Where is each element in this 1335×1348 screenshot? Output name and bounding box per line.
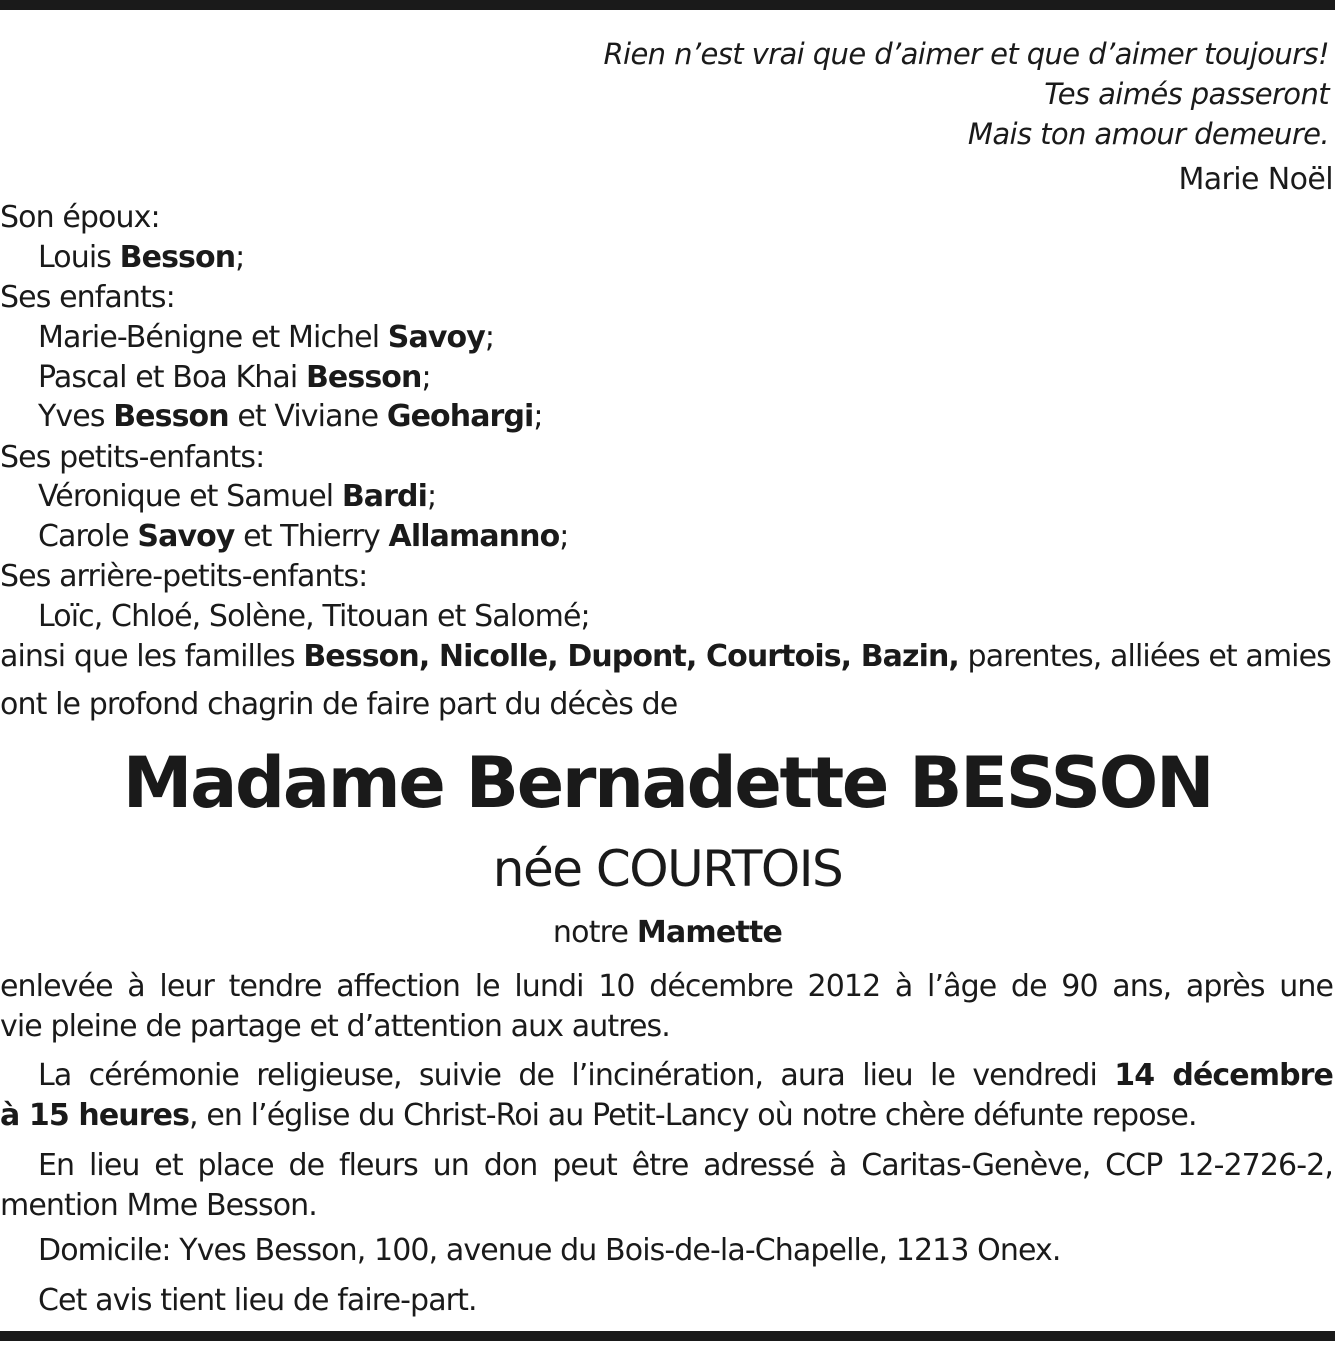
quote-line: Mais ton amour demeure.	[967, 117, 1329, 151]
top-rule	[0, 0, 1335, 10]
closing-line: Cet avis tient lieu de faire-part.	[38, 1283, 477, 1318]
spouse-entry: Louis Besson;	[38, 240, 245, 275]
domicile-line: Domicile: Yves Besson, 100, avenue du Bois-de-la-Chapelle, 1213 Onex.	[38, 1233, 1061, 1268]
quote-line: Tes aimés passeront	[1044, 77, 1329, 111]
maiden-name: née COURTOIS	[492, 840, 843, 898]
great-grandchildren-label: Ses arrière-petits-enfants:	[0, 559, 368, 594]
text-line: En lieu et place de fleurs un don peut être adressé à Caritas-Genève, CCP 12-2726-2,	[38, 1148, 1333, 1183]
text-line: vie pleine de partage et d’attention aux autres.	[0, 1009, 670, 1044]
children-label: Ses enfants:	[0, 280, 175, 315]
text-line: enlevée à leur tendre affection le lundi 10 décembre 2012 à l’âge de 90 ans, après une	[0, 969, 1333, 1004]
text-line: à 15 heures, en l’église du Christ-Roi au Petit-Lancy où notre chère défunte repose.	[0, 1098, 1197, 1133]
child-entry: Marie-Bénigne et Michel Savoy;	[38, 320, 495, 355]
bottom-rule	[0, 1331, 1335, 1341]
text-line: La cérémonie religieuse, suivie de l’incinération, aura lieu le vendredi 14 décembre	[38, 1058, 1334, 1093]
grandchild-entry: Carole Savoy et Thierry Allamanno;	[38, 519, 569, 554]
families-line: ainsi que les familles Besson, Nicolle, Dupont, Courtois, Bazin, parentes, alliées et amies	[0, 639, 1331, 674]
grandchild-entry: Véronique et Samuel Bardi;	[38, 479, 437, 514]
paragraph-donation	[0, 1146, 1333, 1226]
deceased-name: Madame Bernadette BESSON	[122, 742, 1213, 824]
epigraph-quote	[603, 34, 1329, 154]
paragraph-passing	[0, 967, 1333, 1047]
grandchildren-label: Ses petits-enfants:	[0, 440, 265, 475]
text-line: mention Mme Besson.	[0, 1188, 317, 1223]
spouse-label: Son époux:	[0, 200, 160, 235]
nickname-line: notre Mamette	[552, 915, 783, 950]
paragraph-ceremony	[0, 1056, 1333, 1136]
child-entry: Yves Besson et Viviane Geohargi;	[38, 399, 543, 434]
quote-line: Rien n’est vrai que d’aimer et que d’aimer toujours!	[603, 37, 1329, 71]
great-grandchildren-entry: Loïc, Chloé, Solène, Titouan et Salomé;	[38, 599, 590, 634]
child-entry: Pascal et Boa Khai Besson;	[38, 360, 431, 395]
quote-author: Marie Noël	[1178, 162, 1333, 197]
announcement-line: ont le profond chagrin de faire part du décès de	[0, 687, 678, 722]
